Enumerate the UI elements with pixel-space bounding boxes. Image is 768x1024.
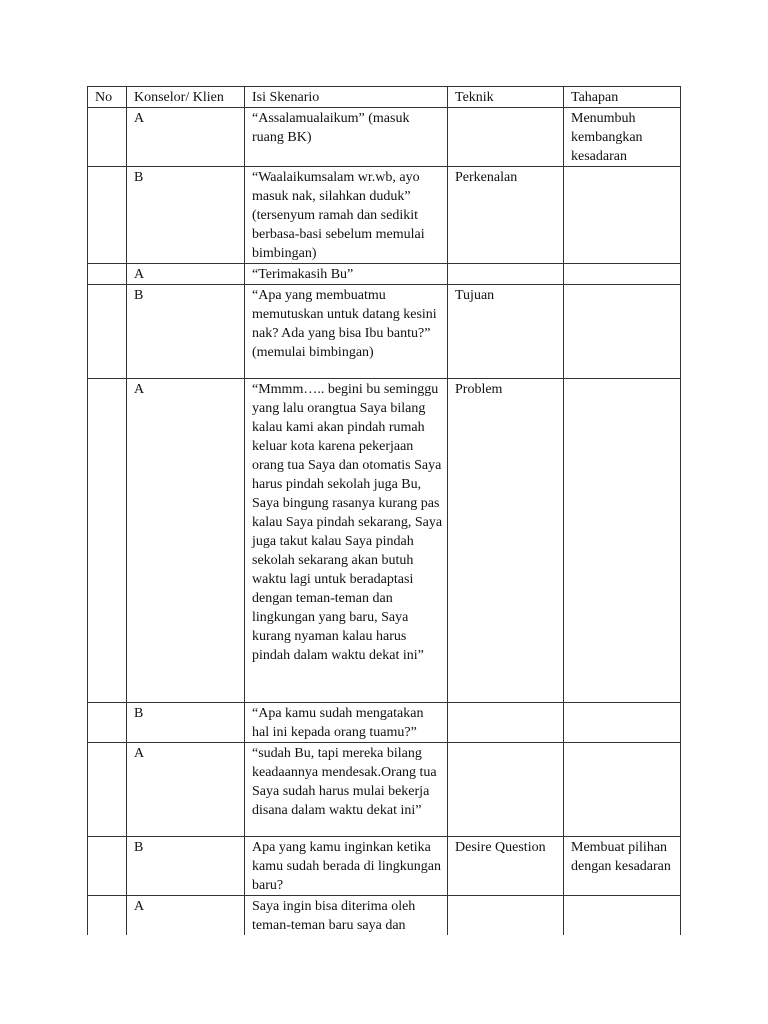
table-body xyxy=(88,108,681,936)
cell-stage xyxy=(564,896,681,936)
cell-role: B xyxy=(127,837,245,896)
cell-role: A xyxy=(127,108,245,167)
cell-stage xyxy=(564,379,681,703)
cell-technique xyxy=(448,264,564,285)
cell-no xyxy=(88,703,127,743)
table-row xyxy=(88,108,681,167)
header-role: Konselor/ Klien xyxy=(127,87,245,108)
table-row xyxy=(88,285,681,379)
cell-stage xyxy=(564,264,681,285)
header-scenario: Isi Skenario xyxy=(245,87,448,108)
header-stage: Tahapan xyxy=(564,87,681,108)
table-row xyxy=(88,264,681,285)
table-header-row xyxy=(88,87,681,108)
cell-role: A xyxy=(127,743,245,837)
cell-technique: Problem xyxy=(448,379,564,703)
cell-role: A xyxy=(127,264,245,285)
header-technique: Teknik xyxy=(448,87,564,108)
cell-technique xyxy=(448,703,564,743)
cell-technique: Perkenalan xyxy=(448,167,564,264)
cell-stage xyxy=(564,703,681,743)
cell-scenario: “sudah Bu, tapi mereka bilang keadaannya mendesak.Orang tua Saya sudah harus mulai bekerja disana dalam waktu dekat ini” xyxy=(245,743,448,837)
cell-technique xyxy=(448,896,564,936)
cell-technique xyxy=(448,108,564,167)
header-no: No xyxy=(88,87,127,108)
table-row xyxy=(88,743,681,837)
cell-scenario: “Terimakasih Bu” xyxy=(245,264,448,285)
cell-scenario: “Apa kamu sudah mengatakan hal ini kepada orang tuamu?” xyxy=(245,703,448,743)
cell-role: B xyxy=(127,285,245,379)
table-row xyxy=(88,703,681,743)
cell-scenario: Apa yang kamu inginkan ketika kamu sudah berada di lingkungan baru? xyxy=(245,837,448,896)
cell-role: B xyxy=(127,703,245,743)
cell-no xyxy=(88,167,127,264)
table-row xyxy=(88,896,681,936)
table-row xyxy=(88,167,681,264)
cell-technique xyxy=(448,743,564,837)
cell-stage xyxy=(564,743,681,837)
cell-no xyxy=(88,379,127,703)
cell-no xyxy=(88,837,127,896)
cell-no xyxy=(88,896,127,936)
table-row xyxy=(88,837,681,896)
table-row xyxy=(88,379,681,703)
cell-scenario: Saya ingin bisa diterima oleh teman-teman baru saya dan xyxy=(245,896,448,936)
cell-scenario: “Assalamualaikum” (masuk ruang BK) xyxy=(245,108,448,167)
cell-stage xyxy=(564,285,681,379)
cell-scenario: “Mmmm….. begini bu seminggu yang lalu orangtua Saya bilang kalau kami akan pindah rumah keluar kota karena pekerjaan orang tua Saya dan otomatis Saya harus pindah sekolah juga Bu, Saya bingung rasanya kurang pas kalau Saya pindah sekarang, Saya juga takut kalau Saya pindah sekolah sekarang akan butuh waktu lagi untuk beradaptasi dengan teman-teman dan lingkungan yang baru, Saya kurang nyaman kalau harus pindah dalam waktu dekat ini” xyxy=(245,379,448,703)
cell-role: A xyxy=(127,896,245,936)
cell-technique: Desire Question xyxy=(448,837,564,896)
cell-stage: Menumbuh kembangkan kesadaran xyxy=(564,108,681,167)
cell-no xyxy=(88,743,127,837)
cell-scenario: “Apa yang membuatmu memutuskan untuk datang kesini nak? Ada yang bisa Ibu bantu?” (memulai bimbingan) xyxy=(245,285,448,379)
cell-role: A xyxy=(127,379,245,703)
cell-no xyxy=(88,264,127,285)
cell-stage: Membuat pilihan dengan kesadaran xyxy=(564,837,681,896)
cell-no xyxy=(88,108,127,167)
scenario-table xyxy=(87,86,681,935)
cell-role: B xyxy=(127,167,245,264)
cell-technique: Tujuan xyxy=(448,285,564,379)
cell-no xyxy=(88,285,127,379)
cell-scenario: “Waalaikumsalam wr.wb, ayo masuk nak, silahkan duduk” (tersenyum ramah dan sedikit berbasa-basi sebelum memulai bimbingan) xyxy=(245,167,448,264)
cell-stage xyxy=(564,167,681,264)
